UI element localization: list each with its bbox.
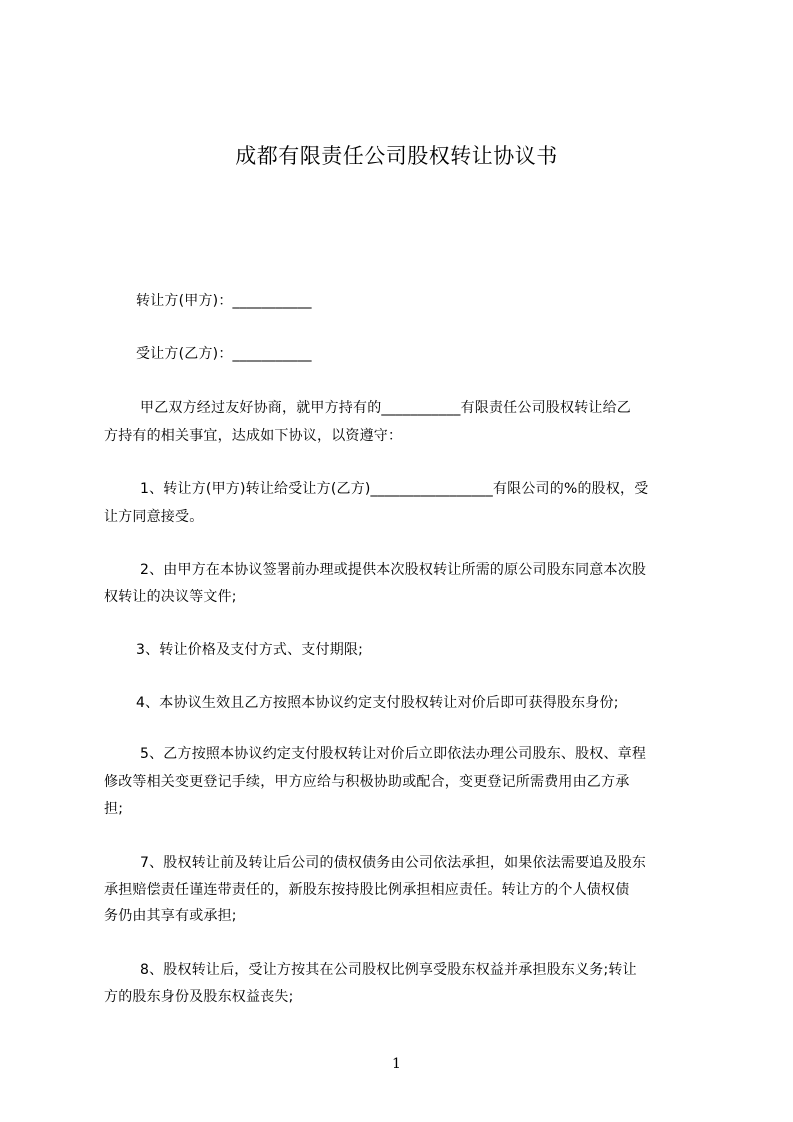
document-title: 成都有限责任公司股权转让协议书 <box>235 144 558 168</box>
clause-7-line-3: 务仍由其享有或承担; <box>104 908 237 924</box>
clause-1-line-2: 让方同意接受。 <box>104 509 204 525</box>
clause-4-line-1: 4、本协议生效且乙方按照本协议约定支付股权转让对价后即可获得股东身份; <box>136 695 619 711</box>
clause-8-line-2: 方的股东身份及股东权益丧失; <box>104 989 294 1005</box>
clause-5-line-1: 5、乙方按照本协议约定支付股权转让对价后立即依法办理公司股东、股权、章程 <box>140 746 647 762</box>
intro-paragraph-line-1: 甲乙双方经过友好协商，就甲方持有的___________有限责任公司股权转让给乙 <box>140 400 631 416</box>
clause-5-line-3: 担; <box>104 801 124 817</box>
clause-8-line-1: 8、股权转让后，受让方按其在公司股权比例享受股东权益并承担股东义务;转让 <box>140 962 637 978</box>
clause-3-line-1: 3、转让价格及支付方式、支付期限; <box>136 642 364 658</box>
party-b-line: 受让方(乙方)：___________ <box>136 346 312 362</box>
clause-5-line-2: 修改等相关变更登记手续，甲方应给与积极协助或配合，变更登记所需费用由乙方承 <box>104 774 630 790</box>
intro-paragraph-line-2: 方持有的相关事宜，达成如下协议，以资遵守： <box>104 428 403 444</box>
page-number: 1 <box>392 1056 401 1072</box>
party-a-line: 转让方(甲方)：___________ <box>136 293 312 309</box>
clause-1-line-1: 1、转让方(甲方)转让给受让方(乙方)_________________有限公司的%的股权，受 <box>140 481 649 497</box>
clause-2-line-1: 2、由甲方在本协议签署前办理或提供本次股权转让所需的原公司股东同意本次股 <box>140 562 647 578</box>
clause-2-line-2: 权转让的决议等文件; <box>104 589 237 605</box>
clause-7-line-2: 承担赔偿责任谨连带责任的，新股东按持股比例承担相应责任。转让方的个人债权债 <box>104 882 630 898</box>
clause-7-line-1: 7、股权转让前及转让后公司的债权债务由公司依法承担，如果依法需要追及股东 <box>140 855 647 871</box>
